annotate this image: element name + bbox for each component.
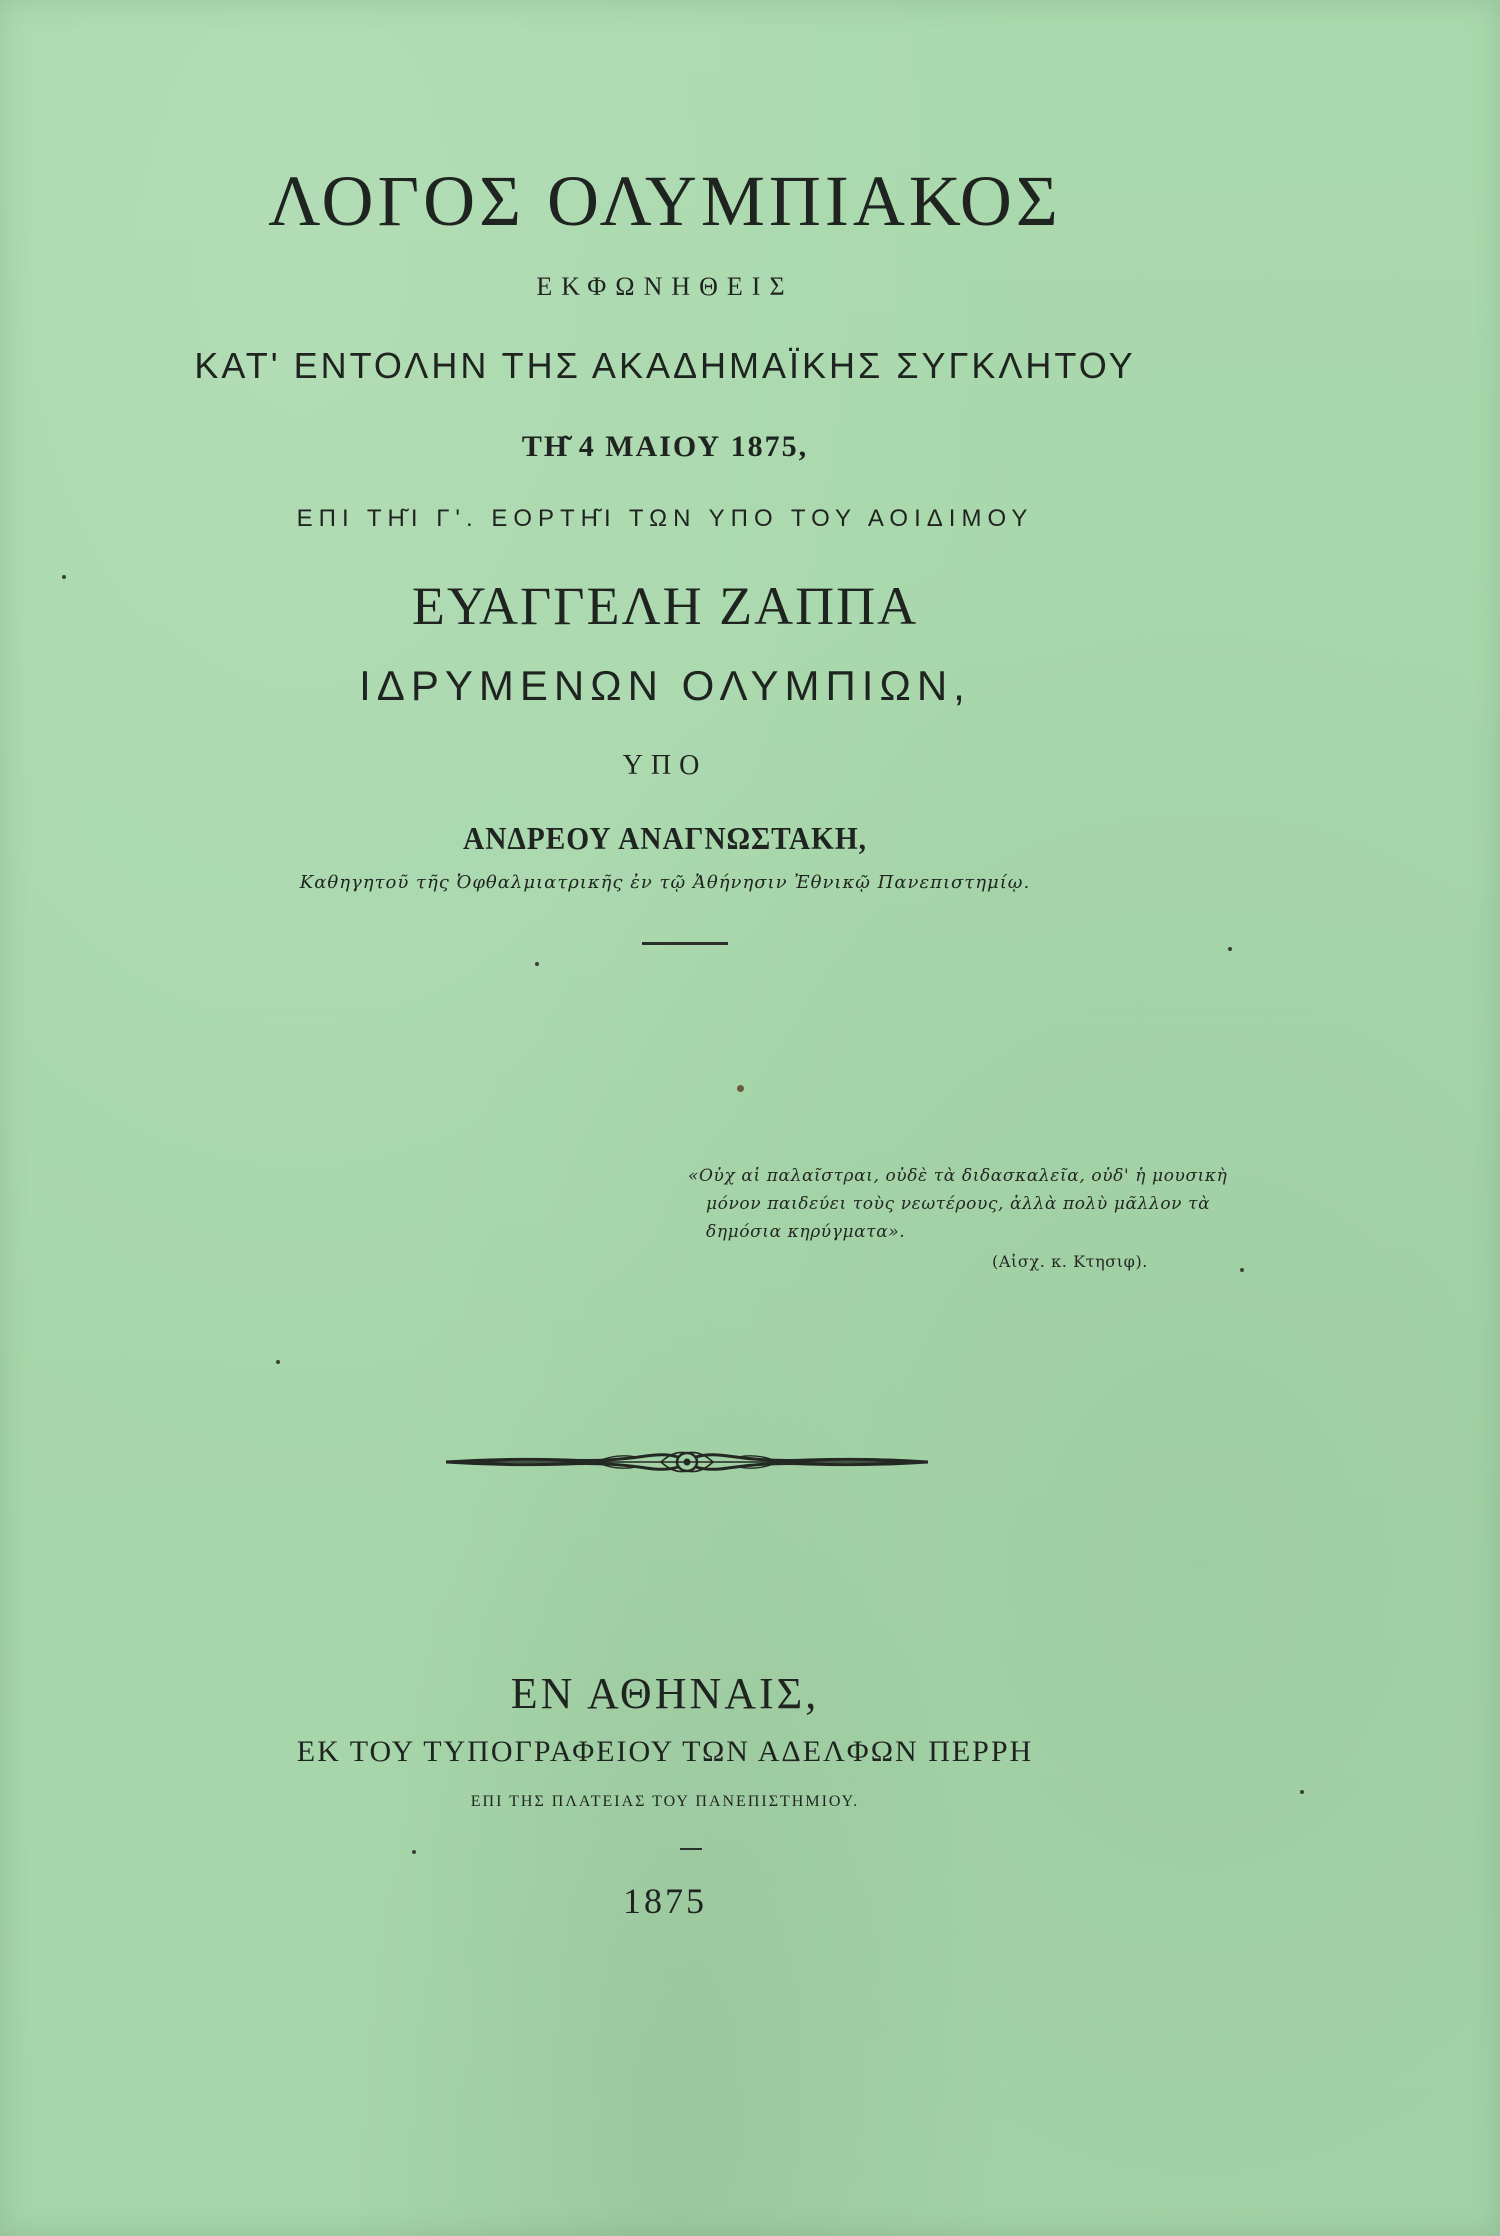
paper-speck <box>1240 1268 1244 1272</box>
paper-speck <box>276 1360 280 1364</box>
imprint-printer: ΕΚ ΤΟΥ ΤΥΠΟΓΡΑΦΕΙΟΥ ΤΩΝ ΑΔΕΛΦΩΝ ΠΕΡΡΗ <box>296 1735 1034 1768</box>
by-line: ΥΠΟ <box>622 750 708 781</box>
paper-speck <box>737 1085 744 1092</box>
author-title: Καθηγητοῦ τῆς Ὀφθαλμιατρικῆς ἐν τῷ Ἀθήνησιν Ἐθνικῷ Πανεπιστημίῳ. <box>299 872 1031 893</box>
patron-name: ΕΥΑΓΓΕΛΗ ΖΑΠΠΑ <box>411 576 919 636</box>
ornamental-divider <box>446 1445 928 1479</box>
author-name: ΑΝΔΡΕΟΥ ΑΝΑΓΝΩΣΤΑΚΗ, <box>463 820 867 856</box>
occasion-line: ΕΠΙ ΤΗ͂Ι Γ'. ΕΟΡΤΗ͂Ι ΤΩΝ ΥΠΟ ΤΟΥ ΑΟΙΔΙΜΟΥ <box>296 505 1034 532</box>
imprint-place: ΕΝ ΑΘΗΝΑΙΣ, <box>510 1669 820 1718</box>
epigraph-line-1: «Οὐχ αἱ παλαῖστραι, οὐδὲ τὰ διδασκαλεῖα, οὐδ' ἡ μουσικὴ <box>688 1166 1228 1186</box>
epigraph-line-2: μόνον παιδεύει τοὺς νεωτέρους, ἀλλὰ πολὺ μᾶλλον τὰ <box>706 1194 1211 1214</box>
epigraph-line-3: δημόσια κηρύγματα». <box>706 1222 906 1242</box>
paper-speck <box>1228 947 1232 951</box>
subtitle-by-order: ΚΑΤ' ΕΝΤΟΛΗΝ ΤΗΣ ΑΚΑΔΗΜΑΪΚΗΣ ΣΥΓΚΛΗΤΟΥ <box>194 345 1136 386</box>
epigraph-quote <box>688 1162 1228 1276</box>
paper-speck <box>1300 1790 1304 1794</box>
short-dash-divider <box>680 1848 702 1850</box>
founded-line: ΙΔΡΥΜΕΝΩΝ ΟΛΥΜΠΙΩΝ, <box>359 662 971 709</box>
short-rule-divider <box>642 942 728 945</box>
epigraph-citation: (Αἰσχ. κ. Κτησιφ). <box>992 1252 1148 1271</box>
cover-title: ΛΟΓΟΣ ΟΛΥΜΠΙΑΚΟΣ <box>268 161 1062 241</box>
imprint-year: 1875 <box>623 1881 707 1921</box>
paper-speck <box>62 575 66 579</box>
date-line: ΤΗ͂ 4 ΜΑΙΟΥ 1875, <box>521 430 809 463</box>
paper-speck <box>412 1850 416 1854</box>
subtitle-delivered: ΕΚΦΩΝΗΘΕΙΣ <box>536 272 794 301</box>
paper-speck <box>535 962 539 966</box>
imprint-address: ΕΠΙ ΤΗΣ ΠΛΑΤΕΙΑΣ ΤΟΥ ΠΑΝΕΠΙΣΤΗΜΙΟΥ. <box>470 1793 860 1810</box>
